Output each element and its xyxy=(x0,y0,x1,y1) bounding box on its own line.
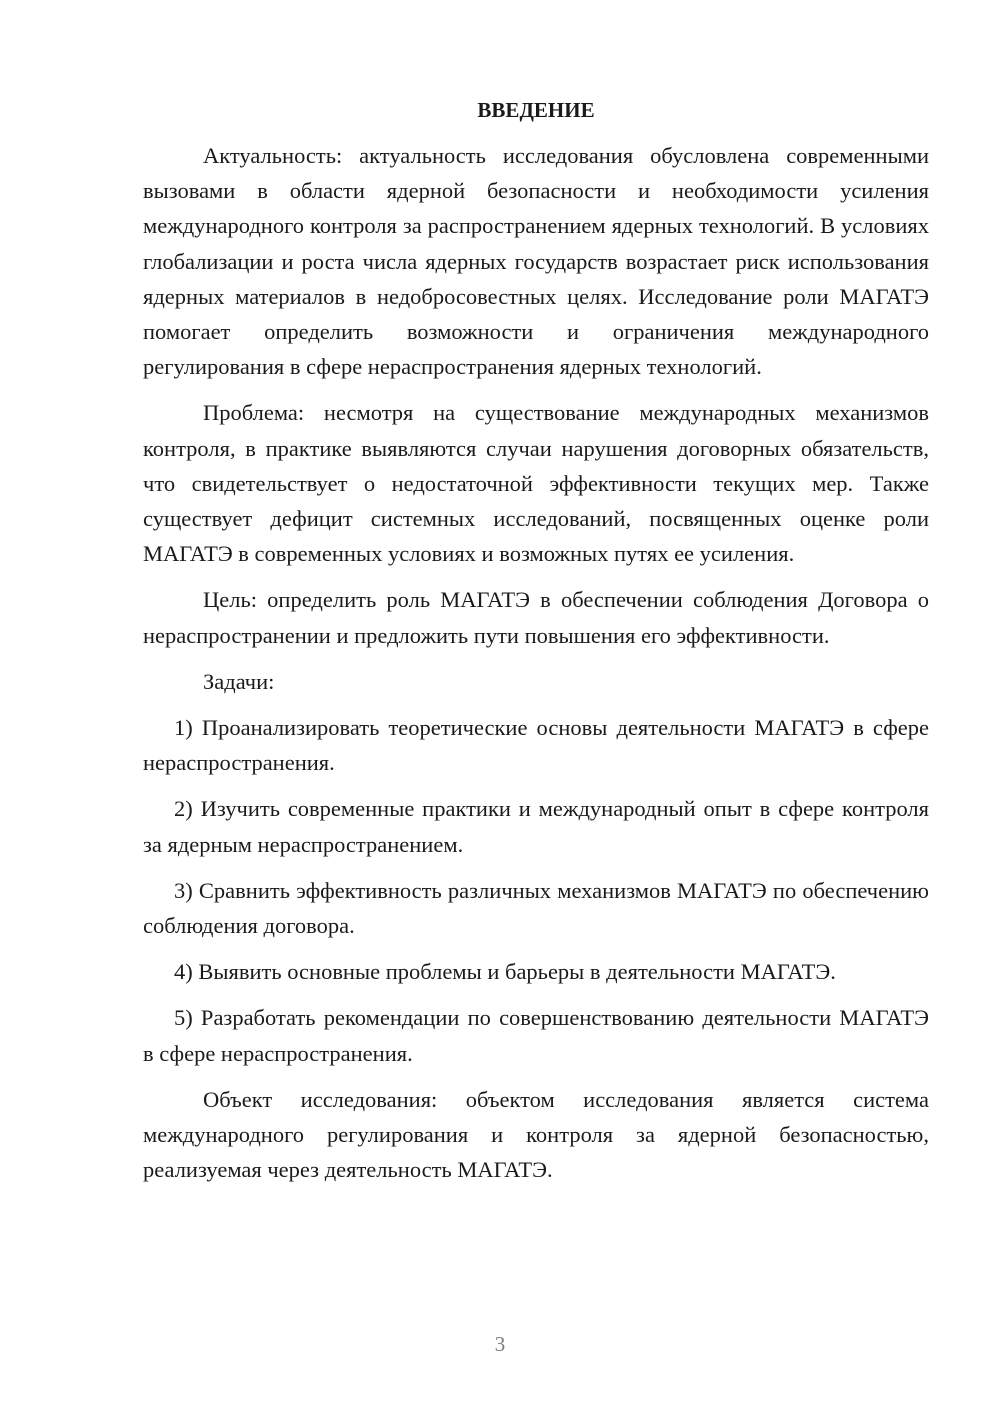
relevance-paragraph: Актуальность: актуальность исследования обусловлена современными вызовами в области ядерной безопасности и необходимости усиления международного контроля за распространением ядерных технологий. В условиях глобализации и роста числа ядерных государств возрастает риск использования ядерных материалов в недобросовестных целях. Исследование роли МАГАТЭ помогает определить возможности и ограничения международного регулирования в сфере нераспространения ядерных технологий. xyxy=(143,143,929,380)
task-item: 2) Изучить современные практики и международный опыт в сфере контроля за ядерным нераспространением. xyxy=(143,796,929,857)
problem-paragraph: Проблема: несмотря на существование международных механизмов контроля, в практике выявляются случаи нарушения договорных обязательств, что свидетельствует о недостаточной эффективности текущих мер. Также существует дефицит системных исследований, посвященных оценке роли МАГАТЭ в современных условиях и возможных путях ее усиления. xyxy=(143,400,929,567)
object-paragraph: Объект исследования: объектом исследования является система международного регулирования и контроля за ядерной безопасностью, реализуемая через деятельность МАГАТЭ. xyxy=(143,1086,929,1183)
task-item: 1) Проанализировать теоретические основы деятельности МАГАТЭ в сфере нераспространения. xyxy=(143,715,929,776)
goal-paragraph: Цель: определить роль МАГАТЭ в обеспечении соблюдения Договора о нераспространении и предложить пути повышения его эффективности. xyxy=(143,587,929,648)
document-page xyxy=(143,88,929,1187)
tasks-label: Задачи: xyxy=(203,668,275,694)
task-item: 5) Разработать рекомендации по совершенствованию деятельности МАГАТЭ в сфере нераспространения. xyxy=(143,1005,929,1066)
task-item: 4) Выявить основные проблемы и барьеры в деятельности МАГАТЭ. xyxy=(174,959,836,985)
task-item: 3) Сравнить эффективность различных механизмов МАГАТЭ по обеспечению соблюдения договора. xyxy=(143,877,929,939)
page-number: 3 xyxy=(494,1332,506,1356)
tasks-list xyxy=(143,710,929,1071)
section-heading: ВВЕДЕНИЕ xyxy=(477,98,595,122)
